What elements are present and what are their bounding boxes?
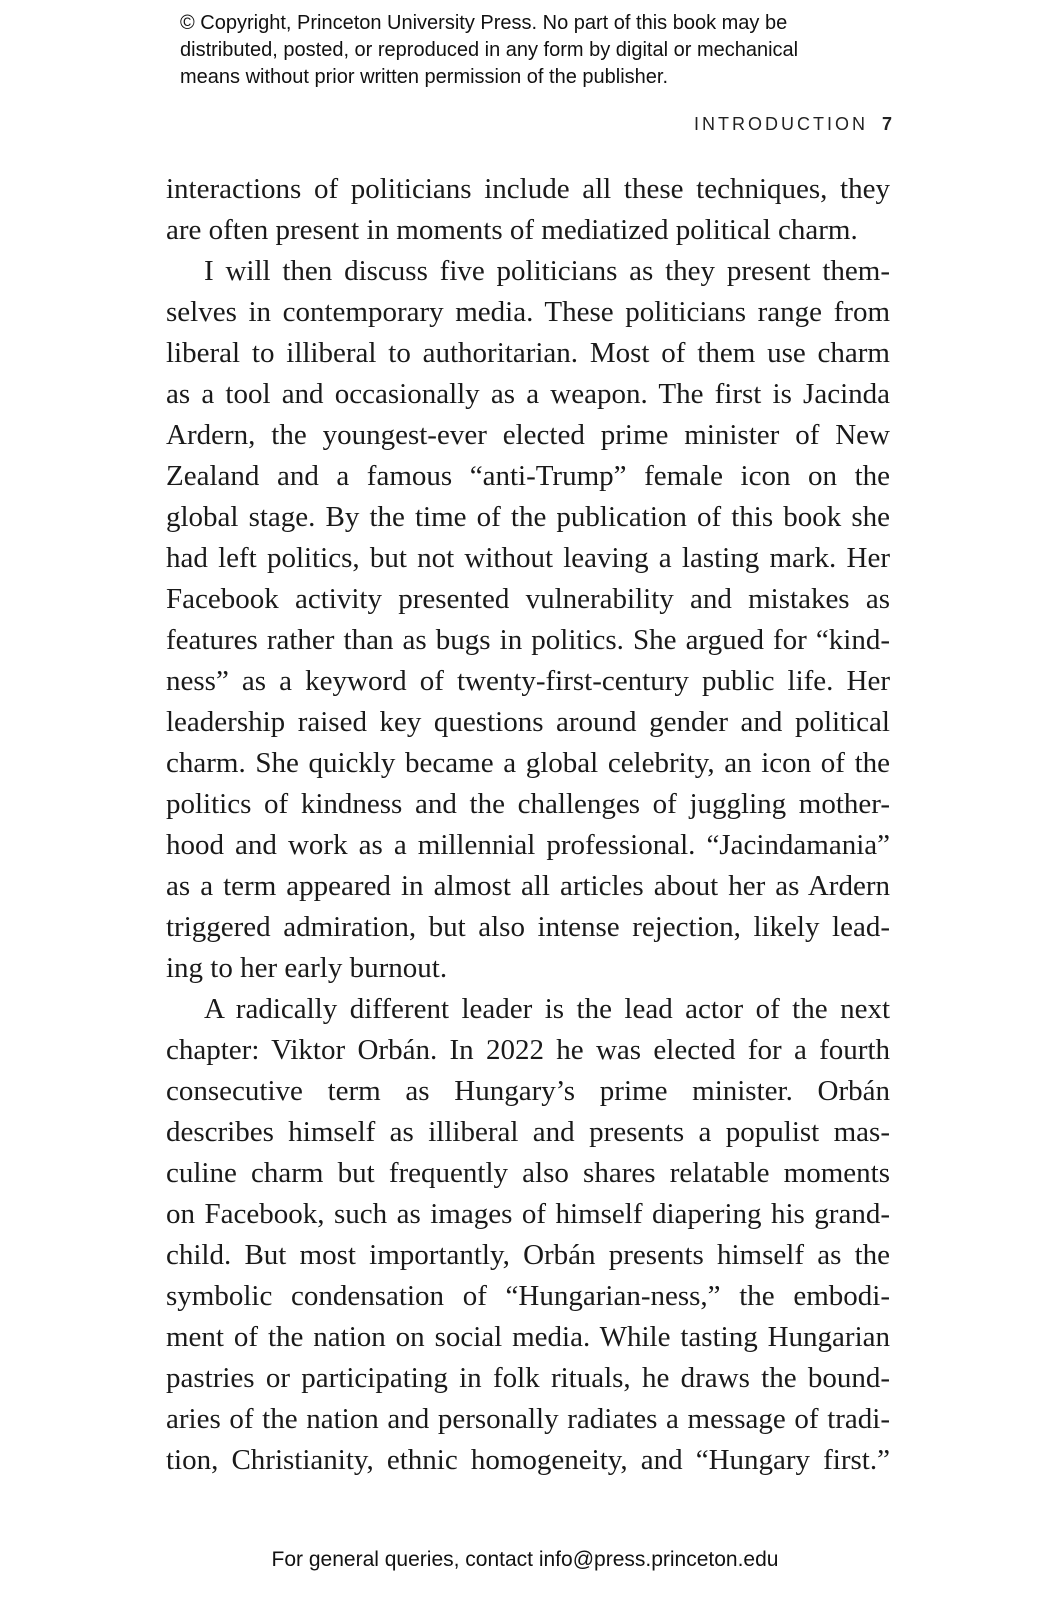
text-line: consecutive term as Hungary’s prime minister. Orbán [166, 1075, 890, 1107]
text-line: chapter: Viktor Orbán. In 2022 he was elected for a fourth [166, 1034, 890, 1066]
copyright-notice [180, 10, 900, 91]
copyright-line: means without prior written permission of the publisher. [180, 66, 669, 88]
text-line: culine charm but frequently also shares relatable moments [166, 1157, 890, 1189]
text-line: symbolic condensation of “Hungarian-ness,” the embodi- [166, 1280, 890, 1312]
text-line: aries of the nation and personally radiates a message of tradi- [166, 1403, 890, 1435]
text-line: interactions of politicians include all these techniques, they [166, 173, 890, 205]
text-line: hood and work as a millennial professional. “Jacindamania” [166, 829, 890, 861]
text-line: on Facebook, such as images of himself diapering his grand- [166, 1198, 890, 1230]
text-line: as a tool and occasionally as a weapon. The first is Jacinda [166, 378, 890, 410]
text-line: politics of kindness and the challenges of juggling mother- [166, 788, 890, 820]
text-line: ing to her early burnout. [166, 952, 448, 984]
text-line: I will then discuss five politicians as they present them- [204, 255, 890, 287]
text-line: global stage. By the time of the publication of this book she [166, 501, 890, 533]
text-line: ness” as a keyword of twenty-first-century public life. Her [166, 665, 890, 697]
text-line: liberal to illiberal to authoritarian. Most of them use charm [166, 337, 890, 369]
text-line: ment of the nation on social media. While tasting Hungarian [166, 1321, 890, 1353]
text-line: selves in contemporary media. These politicians range from [166, 296, 890, 328]
text-line: are often present in moments of mediatized political charm. [166, 214, 858, 246]
text-line: Ardern, the youngest-ever elected prime minister of New [166, 419, 890, 451]
text-line: charm. She quickly became a global celebrity, an icon of the [166, 747, 890, 779]
running-head [694, 114, 892, 135]
body-text [166, 169, 890, 1481]
text-line: tion, Christianity, ethnic homogeneity, and “Hungary first.” [166, 1444, 890, 1476]
chapter-title: INTRODUCTION [693, 114, 868, 134]
text-line: A radically different leader is the lead actor of the next [204, 993, 890, 1025]
text-line: Zealand and a famous “anti-Trump” female icon on the [166, 460, 890, 492]
text-line: as a term appeared in almost all articles about her as Ardern [166, 870, 890, 902]
text-line: pastries or participating in folk rituals, he draws the bound- [166, 1362, 890, 1394]
text-line: Facebook activity presented vulnerability and mistakes as [166, 583, 890, 615]
page-number: 7 [881, 114, 892, 134]
text-line: child. But most importantly, Orbán presents himself as the [166, 1239, 890, 1271]
text-line: leadership raised key questions around gender and political [166, 706, 890, 738]
text-line: triggered admiration, but also intense rejection, likely lead- [166, 911, 890, 943]
text-line: features rather than as bugs in politics. She argued for “kind- [166, 624, 890, 656]
footer-contact: For general queries, contact info@press.princeton.edu [271, 1548, 779, 1571]
text-line: had left politics, but not without leaving a lasting mark. Her [166, 542, 890, 574]
copyright-line: © Copyright, Princeton University Press. No part of this book may be [180, 12, 788, 34]
copyright-line: distributed, posted, or reproduced in any form by digital or mechanical [180, 39, 799, 61]
text-line: describes himself as illiberal and presents a populist mas- [166, 1116, 890, 1148]
